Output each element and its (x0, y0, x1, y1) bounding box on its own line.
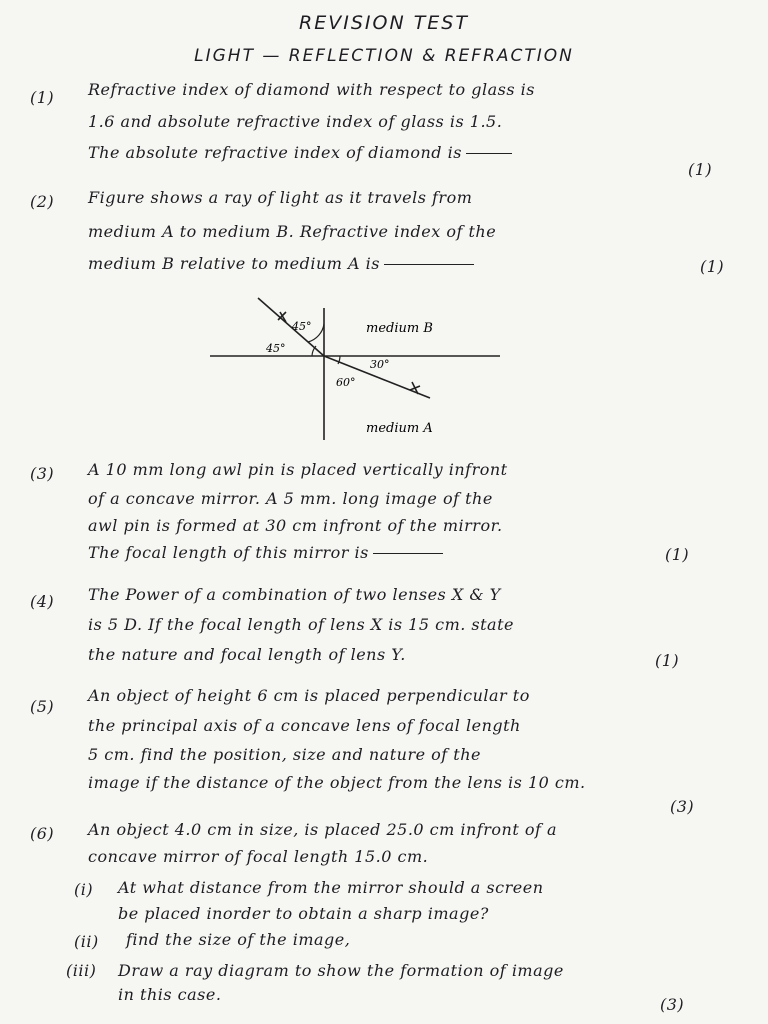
marks-label: (1) (665, 545, 690, 564)
answer-blank (373, 553, 443, 554)
medium-b-label: medium B (366, 321, 433, 336)
answer-blank (384, 264, 474, 265)
question-number: (1) (30, 88, 55, 107)
question-line: Figure shows a ray of light as it travels from (88, 188, 473, 207)
marks-label: (3) (670, 797, 695, 816)
question-line: of a concave mirror. A 5 mm. long image of the (88, 489, 493, 508)
question-line: 1.6 and absolute refractive index of glass is 1.5. (88, 112, 503, 131)
question-line: medium A to medium B. Refractive index of the (88, 222, 497, 241)
marks-label: (1) (700, 257, 725, 276)
subpart-line: At what distance from the mirror should a screen (118, 878, 544, 897)
question-number: (2) (30, 192, 55, 211)
subpart-line: be placed inorder to obtain a sharp image? (118, 904, 489, 923)
medium-a-label: medium A (366, 421, 433, 436)
question-line: The focal length of this mirror is (88, 543, 447, 562)
subpart-number: (iii) (66, 961, 97, 980)
question-line: 5 cm. find the position, size and nature of the (88, 745, 481, 764)
subpart-line: in this case. (118, 985, 222, 1004)
question-number: (6) (30, 824, 55, 843)
test-title: REVISION TEST (299, 12, 469, 34)
subpart-line: Draw a ray diagram to show the formation of image (118, 961, 564, 980)
marks-label: (1) (655, 651, 680, 670)
angle-label: 45° (266, 342, 286, 355)
question-line: the nature and focal length of lens Y. (88, 645, 406, 664)
marks-label: (3) (660, 995, 685, 1014)
angle-label: 30° (370, 358, 390, 371)
angle-label: 60° (336, 376, 356, 389)
subpart-line: find the size of the image, (126, 930, 351, 949)
question-number: (5) (30, 697, 55, 716)
question-line: image if the distance of the object from the lens is 10 cm. (88, 773, 586, 792)
marks-label: (1) (688, 160, 713, 179)
subpart-number: (i) (74, 880, 94, 899)
question-line: An object 4.0 cm in size, is placed 25.0 cm infront of a (88, 820, 558, 839)
question-line: The absolute refractive index of diamond is (88, 143, 516, 162)
question-line: An object of height 6 cm is placed perpendicular to (88, 686, 530, 705)
question-line: concave mirror of focal length 15.0 cm. (88, 847, 429, 866)
question-line: awl pin is formed at 30 cm infront of the mirror. (88, 516, 503, 535)
angle-label: 45° (292, 320, 312, 333)
question-line: A 10 mm long awl pin is placed vertically infront (88, 460, 508, 479)
question-line: the principal axis of a concave lens of focal length (88, 716, 521, 735)
answer-blank (466, 153, 512, 154)
question-line: Refractive index of diamond with respect to glass is (88, 80, 535, 99)
question-line: is 5 D. If the focal length of lens X is 15 cm. state (88, 615, 514, 634)
question-number: (4) (30, 592, 55, 611)
question-number: (3) (30, 464, 55, 483)
question-line: The Power of a combination of two lenses X & Y (88, 585, 501, 604)
subpart-number: (ii) (74, 932, 99, 951)
test-subtitle: LIGHT — REFLECTION & REFRACTION (194, 46, 574, 66)
refraction-figure (200, 290, 520, 450)
question-line: medium B relative to medium A is (88, 254, 478, 273)
